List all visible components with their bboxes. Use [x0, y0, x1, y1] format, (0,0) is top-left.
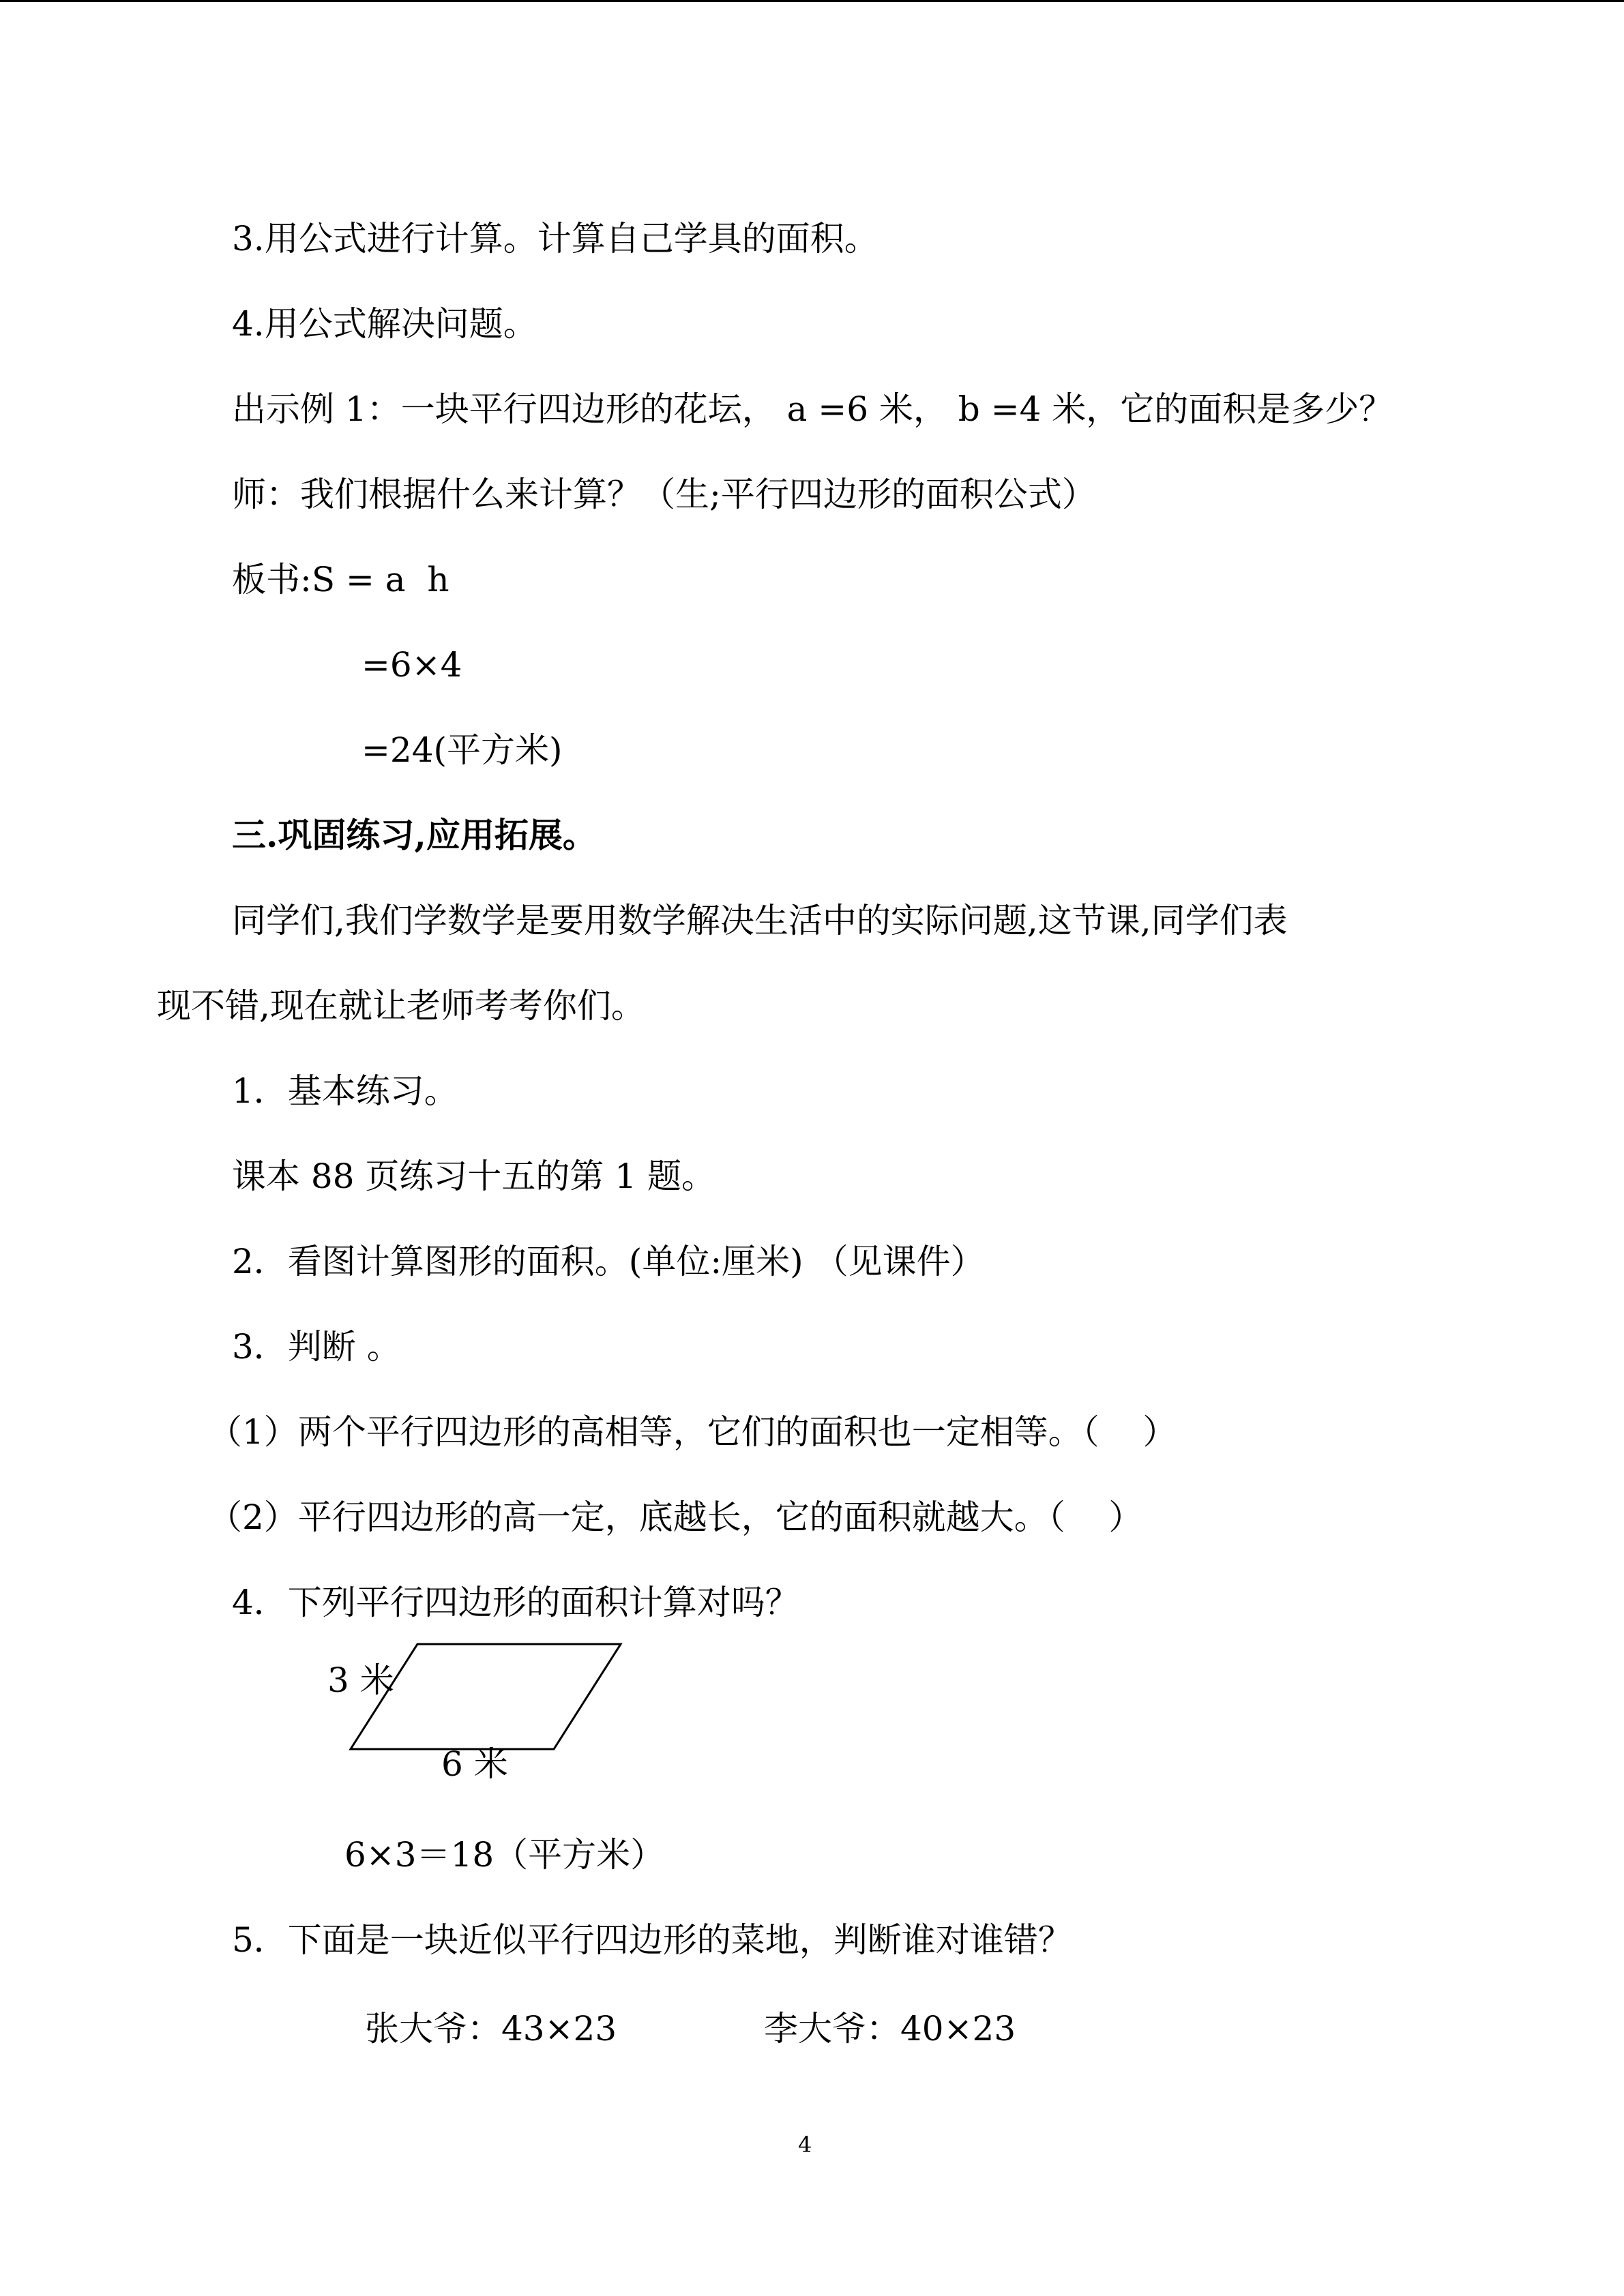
parallelogram-figure: [327, 1633, 638, 1784]
intro-paragraph-line-1: 同学们,我们学数学是要用数学解决生活中的实际问题,这节课,同学们表: [232, 901, 1288, 940]
teacher-question-text: 师：我们根据什么来计算？（生;平行四边形的面积公式）: [232, 475, 1096, 514]
section-3-heading: 三.巩固练习,应用拓展。: [232, 815, 597, 855]
answer-zhang: 张大爷：43×23: [365, 2009, 617, 2048]
top-border-line: [0, 0, 1624, 2]
parallelogram-svg: [327, 1633, 638, 1784]
exercise-5-text: 5．下面是一块近似平行四边形的菜地，判断谁对谁错？: [232, 1920, 1072, 1960]
board-formula-text: 板书:S = a h: [232, 560, 449, 599]
judge-item-1: （1）两个平行四边形的高相等，它们的面积也一定相等。（ ）: [208, 1412, 1177, 1452]
example-1-text: 出示例 1：一块平行四边形的花坛， a =6 米， b =4 米，它的面积是多少？: [232, 389, 1393, 429]
exercise-4-text: 4．下列平行四边形的面积计算对吗？: [232, 1583, 799, 1622]
side-label: 3 米: [327, 1660, 394, 1700]
exercise-2-text: 2．看图计算图形的面积。(单位:厘米) （见课件）: [232, 1242, 985, 1281]
exercise-1-text: 课本 88 页练习十五的第 1 题。: [232, 1157, 716, 1196]
exercise-3-heading: 3．判断 。: [232, 1327, 401, 1367]
calc-step-2: =24(平方米): [361, 730, 563, 770]
answer-li: 李大爷：40×23: [764, 2009, 1016, 2048]
base-label: 6 米: [441, 1744, 508, 1784]
judge-item-2: （2）平行四边形的高一定，底越长，它的面积就越大。（ ）: [208, 1497, 1143, 1537]
intro-paragraph-line-2: 现不错,现在就让老师考考你们。: [157, 986, 645, 1026]
step-4-text: 4.用公式解决问题。: [232, 304, 537, 344]
step-3-text: 3.用公式进行计算。计算自己学具的面积。: [232, 219, 879, 258]
page-number: 4: [798, 2132, 812, 2158]
exercise-1-heading: 1．基本练习。: [232, 1071, 458, 1111]
calc-step-1: =6×4: [361, 645, 462, 685]
figure-calculation: 6×3＝18（平方米）: [344, 1835, 665, 1875]
